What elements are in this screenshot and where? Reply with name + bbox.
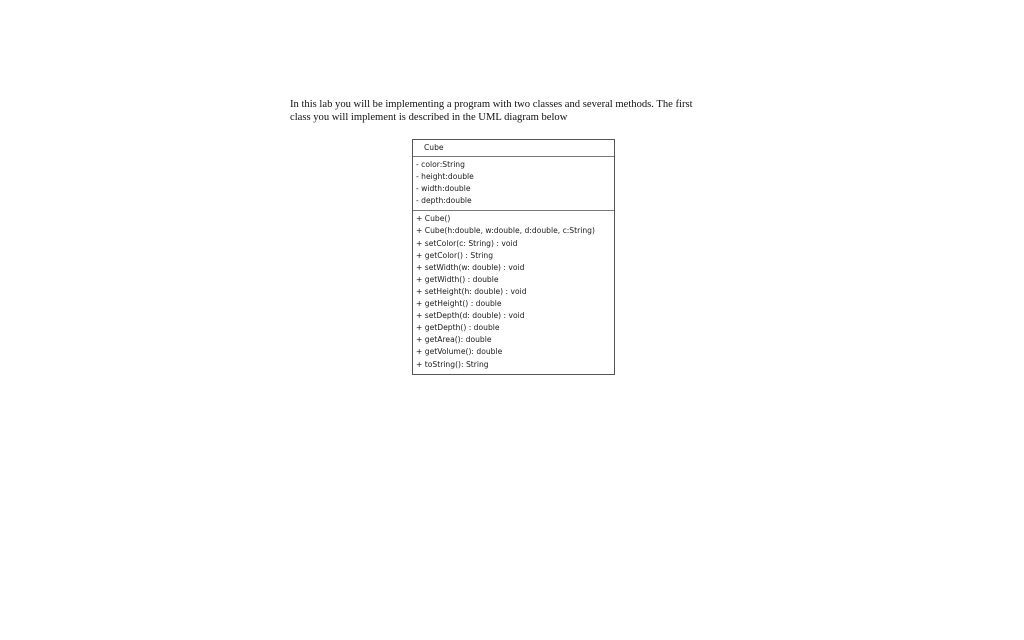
uml-method: + getVolume(): double (416, 347, 503, 357)
uml-method: + Cube(h:double, w:double, d:double, c:String) (416, 226, 595, 236)
uml-attribute: - depth:double (416, 196, 472, 206)
uml-attribute: - color:String (416, 160, 465, 169)
uml-method: + getColor() : String (416, 250, 494, 260)
uml-method: + getHeight() : double (416, 299, 502, 309)
uml-method: + setWidth(w: double) : void (416, 262, 525, 272)
uml-method: + Cube() (416, 214, 451, 224)
uml-method: + getDepth() : double (416, 323, 500, 333)
intro-line: class you will implement is described in the UML diagram below (290, 112, 568, 123)
intro-line: In this lab you will be implementing a program with two classes and several methods. The first (290, 99, 693, 110)
uml-attribute: - height:double (416, 172, 474, 182)
uml-method: + setColor(c: String) : void (416, 238, 518, 248)
uml-method: + toString(): String (416, 359, 489, 369)
uml-method: + setDepth(d: double) : void (416, 311, 525, 321)
uml-method: + getArea(): double (416, 335, 492, 345)
intro-paragraph (290, 98, 750, 124)
uml-class-diagram (412, 139, 615, 375)
uml-methods-section (413, 211, 614, 373)
uml-attribute: - width:double (416, 184, 471, 194)
uml-method: + setHeight(h: double) : void (416, 286, 527, 296)
uml-attributes-section (413, 157, 614, 211)
uml-class-name: Cube (413, 140, 614, 157)
uml-method: + getWidth() : double (416, 274, 499, 284)
